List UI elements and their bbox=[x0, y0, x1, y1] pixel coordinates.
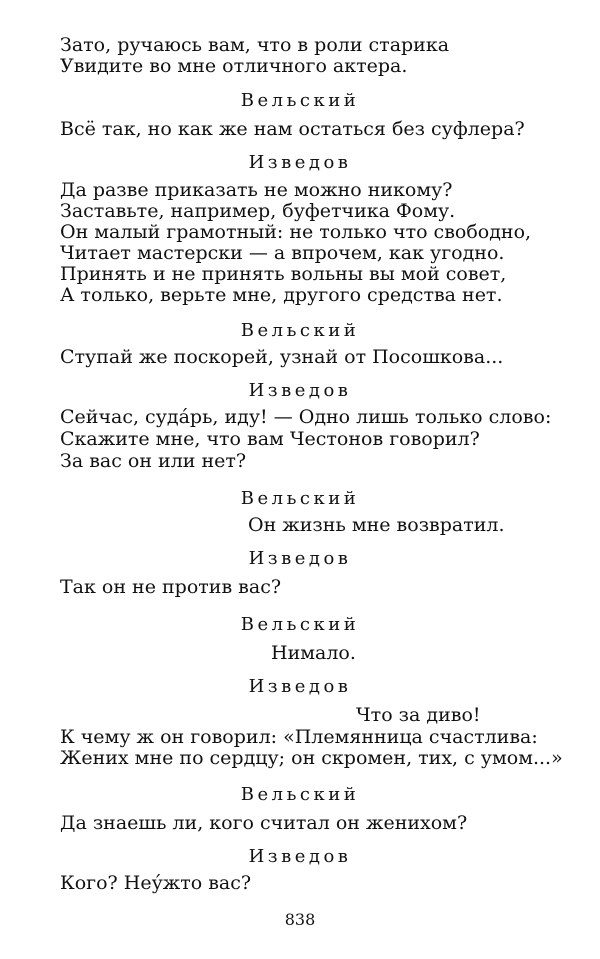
speaker-name: Изведов bbox=[248, 548, 352, 569]
verse-line: А только, верьте мне, другого средства нет. bbox=[60, 284, 503, 306]
speaker-name: Изведов bbox=[248, 676, 352, 697]
verse-line: Нимало. bbox=[271, 642, 356, 664]
verse-line: Заставьте, например, буфетчика Фому. bbox=[60, 200, 456, 222]
verse-line: Всё так, но как же нам остаться без суфлера? bbox=[60, 118, 525, 140]
verse-line: Он малый грамотный: не только что свободно, bbox=[60, 221, 532, 243]
verse-line: Да разве приказать не можно никому? bbox=[60, 179, 453, 201]
verse-line: Читает мастерски — а впрочем, как угодно. bbox=[60, 242, 505, 264]
speaker-name: Вельский bbox=[240, 90, 360, 111]
speaker-name: Изведов bbox=[248, 152, 352, 173]
verse-line: Зато, ручаюсь вам, что в роли старика bbox=[60, 34, 450, 56]
verse-line: За вас он или нет? bbox=[60, 450, 247, 472]
speaker-name: Вельский bbox=[240, 614, 360, 635]
speaker-name: Изведов bbox=[248, 380, 352, 401]
speaker-name: Вельский bbox=[240, 784, 360, 805]
verse-line: Он жизнь мне возвратил. bbox=[248, 514, 505, 536]
verse-line: К чему ж он говорил: «Племянница счастлива: bbox=[60, 726, 538, 748]
speaker-name: Вельский bbox=[240, 488, 360, 509]
speaker-name: Изведов bbox=[248, 846, 352, 867]
speaker-name: Вельский bbox=[240, 320, 360, 341]
verse-line: Так он не против вас? bbox=[60, 576, 282, 598]
verse-line: Ступай же поскорей, узнай от Посошкова... bbox=[60, 346, 504, 368]
verse-line: Да знаешь ли, кого считал он женихом? bbox=[60, 812, 468, 834]
verse-line: Принять и не принять вольны вы мой совет, bbox=[60, 263, 507, 285]
verse-line: Жених мне по сердцу; он скромен, тих, с умом...» bbox=[60, 747, 563, 769]
page-number: 838 bbox=[284, 910, 316, 929]
verse-line: Скажите мне, что вам Честонов говорил? bbox=[60, 428, 480, 450]
verse-line: Что за диво! bbox=[356, 704, 481, 726]
verse-line: Сейчас, судáрь, иду! — Одно лишь только слово: bbox=[60, 406, 552, 428]
verse-line: Увидите во мне отличного актера. bbox=[60, 55, 408, 77]
verse-line: Кого? Неу́жто вас? bbox=[60, 872, 252, 894]
